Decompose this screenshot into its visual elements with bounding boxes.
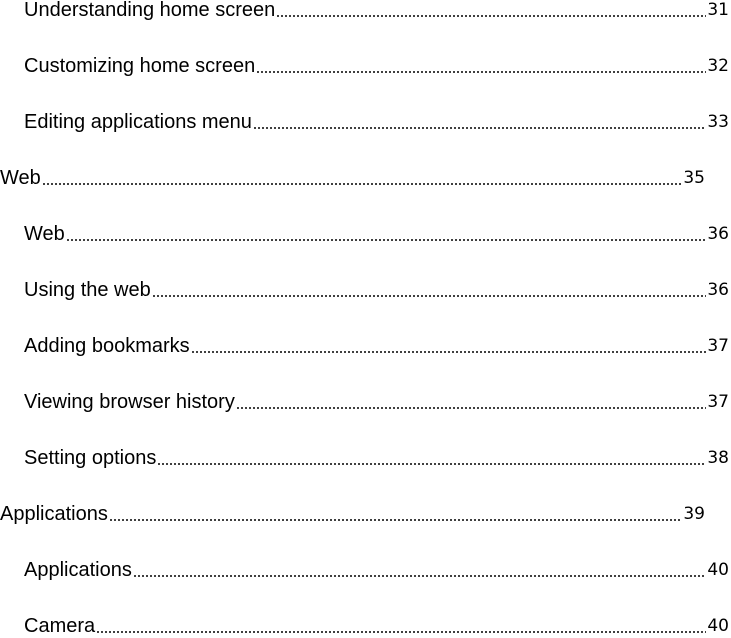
toc-entry-title: Applications [24, 559, 132, 581]
toc-dot-leader [152, 295, 707, 297]
toc-entry-title: Setting options [24, 447, 157, 469]
toc-entry-title: Applications [0, 503, 108, 525]
toc-page-number: 37 [707, 392, 729, 412]
toc-page-number: 31 [707, 0, 729, 20]
toc-entry[interactable] [0, 498, 707, 526]
toc-entry[interactable] [0, 162, 707, 190]
toc-entry-title: Camera [24, 615, 96, 637]
toc-dot-leader [109, 519, 683, 521]
toc-entry[interactable] [0, 106, 731, 134]
toc-dot-leader [157, 463, 706, 465]
toc-dot-leader [253, 127, 706, 129]
toc-entry[interactable] [0, 218, 731, 246]
toc-entry-title: Editing applications menu [24, 111, 252, 133]
toc-entry[interactable] [0, 330, 731, 358]
toc-entry[interactable] [0, 554, 731, 582]
toc-entry-title: Customizing home screen [24, 55, 256, 77]
toc-entry-title: Using the web [24, 279, 151, 301]
toc-page-number: 40 [707, 560, 729, 580]
toc-dot-leader [256, 71, 706, 73]
toc-dot-leader [191, 351, 707, 353]
toc-entry[interactable] [0, 274, 731, 302]
toc-page-number: 36 [707, 224, 729, 244]
toc-entry[interactable] [0, 386, 731, 414]
toc-entry[interactable] [0, 0, 731, 22]
toc-page-number: 32 [707, 56, 729, 76]
toc-entry[interactable] [0, 610, 731, 638]
toc-dot-leader [133, 575, 707, 577]
toc-entry-title: Viewing browser history [24, 391, 235, 413]
toc-entry[interactable] [0, 442, 731, 470]
toc-entry[interactable] [0, 50, 731, 78]
toc-entry-title: Web [24, 223, 65, 245]
toc-dot-leader [276, 15, 706, 17]
toc-dot-leader [42, 183, 683, 185]
toc-entry-title: Understanding home screen [24, 0, 276, 21]
toc-page-number: 36 [707, 280, 729, 300]
toc-dot-leader [96, 631, 706, 633]
toc-page-number: 37 [707, 336, 729, 356]
toc-page-number: 40 [707, 616, 729, 636]
toc-page-number: 33 [707, 112, 729, 132]
toc-entry-title: Web [0, 167, 41, 189]
toc-dot-leader [66, 239, 707, 241]
toc-page-number: 38 [707, 448, 729, 468]
toc-entry-title: Adding bookmarks [24, 335, 190, 357]
toc-page-number: 39 [683, 504, 705, 524]
toc-page-number: 35 [683, 168, 705, 188]
toc-dot-leader [236, 407, 707, 409]
